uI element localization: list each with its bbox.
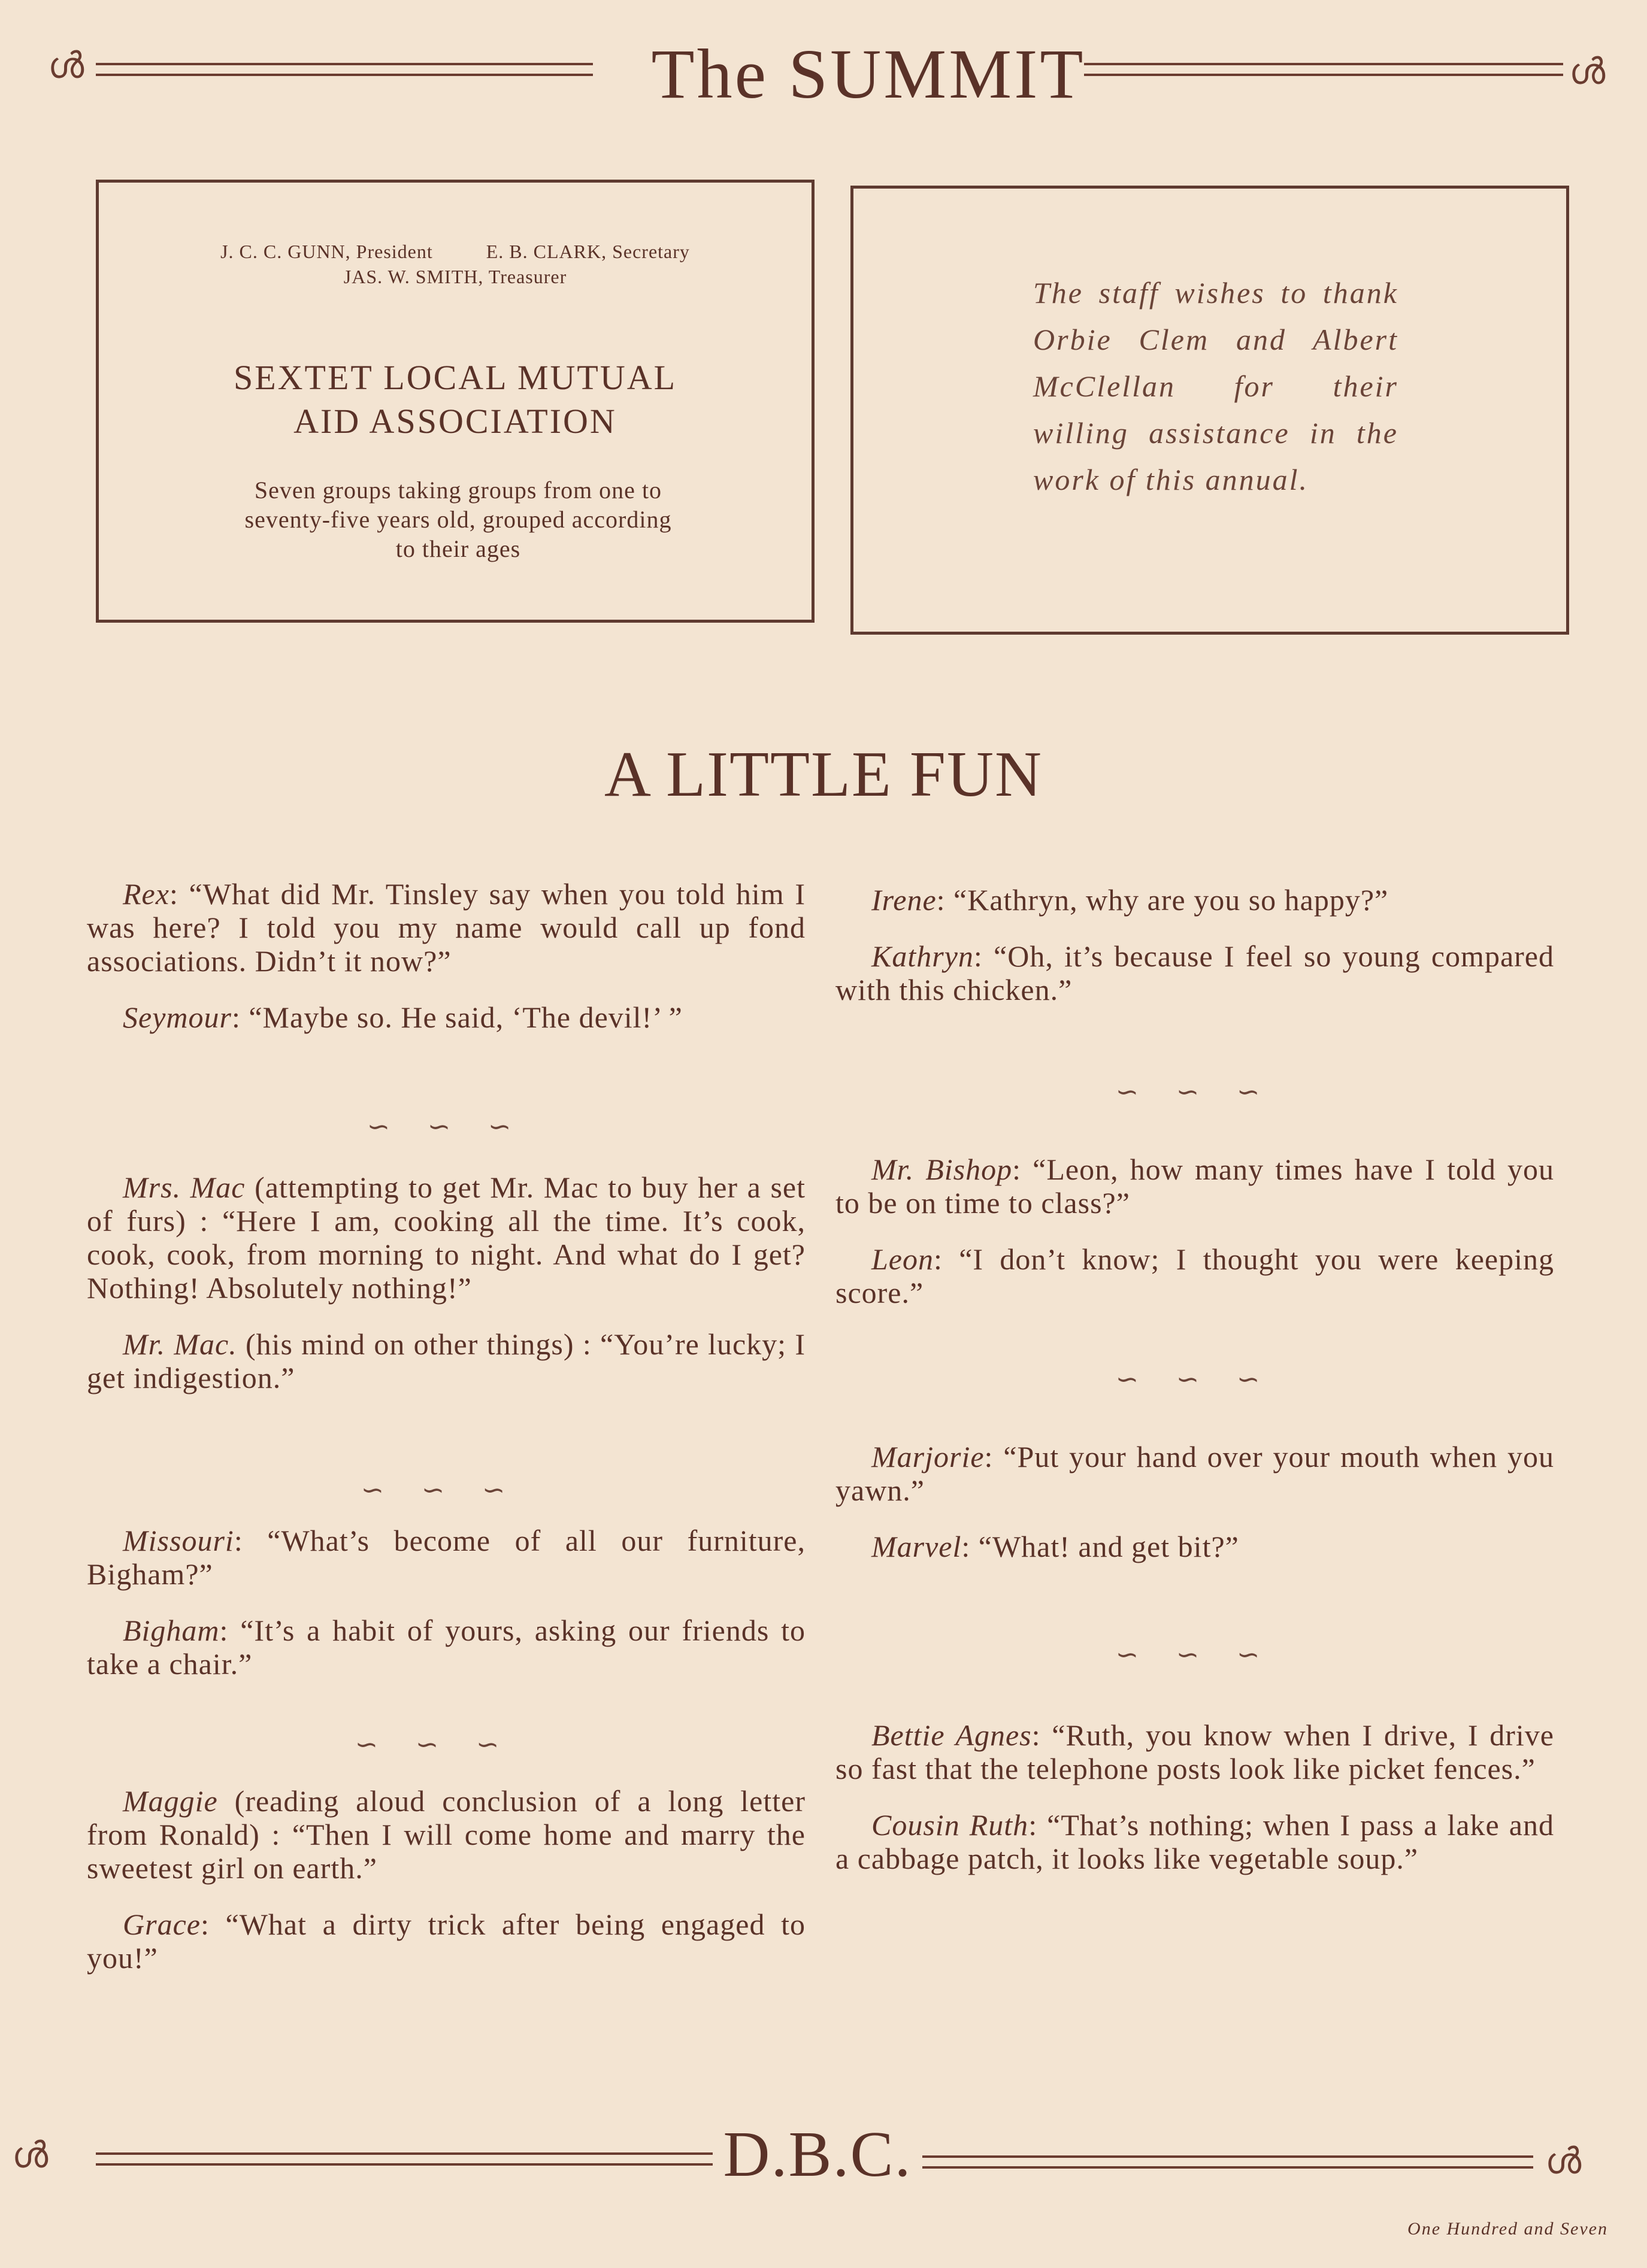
association-ad-box (96, 180, 815, 623)
description-line: seventy-five years old, grouped according (244, 505, 672, 533)
staff-thanks-text: The staff wishes to thank Orbie Clem and Albert McClellan for their willing assistance in the work of this annual. (1033, 276, 1398, 496)
speaker-name: Seymour (123, 1000, 232, 1034)
speaker-name: Maggie (123, 1784, 218, 1818)
speaker-name: Cousin Ruth (871, 1808, 1029, 1842)
joke-line (87, 1784, 806, 1885)
wave-ornament-icon: ∽ ∽ ∽ (1115, 1075, 1274, 1108)
joke-line (835, 1153, 1554, 1220)
dialogue-text: : “That’s nothing; when I pass a lake and a cabbage patch, it looks like vegetable soup.” (835, 1808, 1554, 1875)
officer-secretary: E. B. CLARK, Secretary (486, 241, 690, 262)
association-name (99, 356, 812, 443)
joke-line (87, 877, 806, 978)
speaker-name: Bigham (123, 1614, 220, 1647)
association-name-line: SEXTET LOCAL MUTUAL (233, 358, 677, 397)
officer-president: J. C. C. GUNN, President (220, 241, 433, 262)
dialogue-text: : “What! and get bit?” (961, 1530, 1239, 1563)
dialogue-text: : “Kathryn, why are you so happy?” (936, 883, 1389, 917)
joke-item (835, 1440, 1554, 1563)
joke-line (87, 1000, 806, 1034)
page-number: One Hundred and Seven (1407, 2219, 1608, 2239)
joke-item (87, 1171, 806, 1394)
joke-line (835, 1440, 1554, 1507)
wave-ornament-icon: ∽ ∽ ∽ (361, 1473, 520, 1506)
joke-line (87, 1327, 806, 1394)
joke-item (87, 877, 806, 1034)
joke-item (87, 1524, 806, 1681)
speaker-name: Marvel (871, 1530, 962, 1563)
dialogue-text: (his mind on other things) : “You’re lucky; I get indigestion.” (87, 1327, 806, 1394)
wave-ornament-icon: ∽ ∽ ∽ (355, 1728, 514, 1760)
speaker-name: Mrs. Mac (123, 1171, 246, 1204)
joke-line (835, 883, 1554, 917)
joke-line (835, 1530, 1554, 1563)
speaker-name: Kathryn (871, 939, 974, 973)
description-line: Seven groups taking groups from one to (254, 477, 662, 504)
description-line: to their ages (395, 535, 521, 562)
speaker-name: Bettie Agnes (871, 1718, 1032, 1752)
section-title: A LITTLE FUN (604, 739, 1043, 810)
joke-line (87, 1524, 806, 1591)
dialogue-text: : “Ruth, you know when I drive, I drive so fast that the telephone posts look like picket fences.” (835, 1718, 1554, 1785)
speaker-name: Missouri (123, 1524, 234, 1557)
page-header (42, 36, 1611, 120)
dialogue-text: : “What a dirty trick after being engaged to you!” (87, 1908, 806, 1975)
association-description (159, 476, 758, 563)
scroll-ornament-icon: ൾ (12, 2134, 49, 2176)
speaker-name: Grace (123, 1908, 201, 1941)
scroll-ornament-icon: ൾ (1569, 51, 1606, 93)
speaker-name: Rex (123, 877, 169, 911)
dialogue-text: (reading aloud conclusion of a long letter from Ronald) : “Then I will come home and marry the sweetest girl on earth.” (87, 1784, 806, 1885)
joke-line (87, 1908, 806, 1975)
officer-treasurer: JAS. W. SMITH, Treasurer (343, 265, 567, 287)
speaker-name: Irene (871, 883, 937, 917)
dialogue-text: : “It’s a habit of yours, asking our friends to take a chair.” (87, 1614, 806, 1681)
wave-ornament-icon: ∽ ∽ ∽ (367, 1110, 526, 1142)
scroll-ornament-icon: ൾ (48, 45, 84, 87)
joke-item (835, 1153, 1554, 1309)
dialogue-text: : “I don’t know; I thought you were keeping score.” (835, 1242, 1554, 1309)
association-name-line: AID ASSOCIATION (293, 401, 617, 441)
speaker-name: Marjorie (871, 1440, 985, 1473)
scroll-ornament-icon: ൾ (1545, 2140, 1582, 2182)
header-rule-left (96, 63, 593, 76)
joke-item (835, 1718, 1554, 1875)
page-footer (12, 2119, 1623, 2206)
joke-item (835, 883, 1554, 1006)
dialogue-text: : “What did Mr. Tinsley say when you told him I was here? I told you my name would call up fond associations. Didn’t it now?” (87, 877, 806, 978)
dialogue-text: : “Leon, how many times have I told you to be on time to class?” (835, 1153, 1555, 1220)
joke-line (87, 1614, 806, 1681)
wave-ornament-icon: ∽ ∽ ∽ (1115, 1638, 1274, 1670)
speaker-name: Mr. Mac. (123, 1327, 237, 1361)
joke-line (835, 1808, 1554, 1875)
joke-item (87, 1784, 806, 1975)
speaker-name: Mr. Bishop (871, 1153, 1013, 1186)
page-header-title: The SUMMIT (651, 35, 1086, 113)
footer-rule-left (96, 2152, 713, 2166)
dialogue-text: : “Put your hand over your mouth when you yawn.” (835, 1440, 1554, 1507)
joke-line (835, 1242, 1554, 1309)
joke-line (835, 1718, 1554, 1785)
joke-line (835, 939, 1554, 1006)
speaker-name: Leon (871, 1242, 934, 1276)
joke-line (87, 1171, 806, 1305)
dialogue-text: : “Oh, it’s because I feel so young compared with this chicken.” (835, 939, 1554, 1006)
footer-rule-right (922, 2155, 1533, 2169)
officers-list (99, 239, 812, 289)
dialogue-text: : “Maybe so. He said, ‘The devil!’ ” (231, 1000, 683, 1034)
dialogue-text: : “What’s become of all our furniture, Bigham?” (87, 1524, 806, 1591)
footer-title: D.B.C. (723, 2119, 912, 2190)
staff-thanks-box (850, 186, 1569, 635)
wave-ornament-icon: ∽ ∽ ∽ (1115, 1363, 1274, 1395)
dialogue-text: (attempting to get Mr. Mac to buy her a set of furs) : “Here I am, cooking all the time. It’s cook, cook, cook, from morning to night. And what do I get? Nothing! Absolutely nothing!” (87, 1171, 806, 1305)
header-rule-right (1084, 63, 1563, 76)
